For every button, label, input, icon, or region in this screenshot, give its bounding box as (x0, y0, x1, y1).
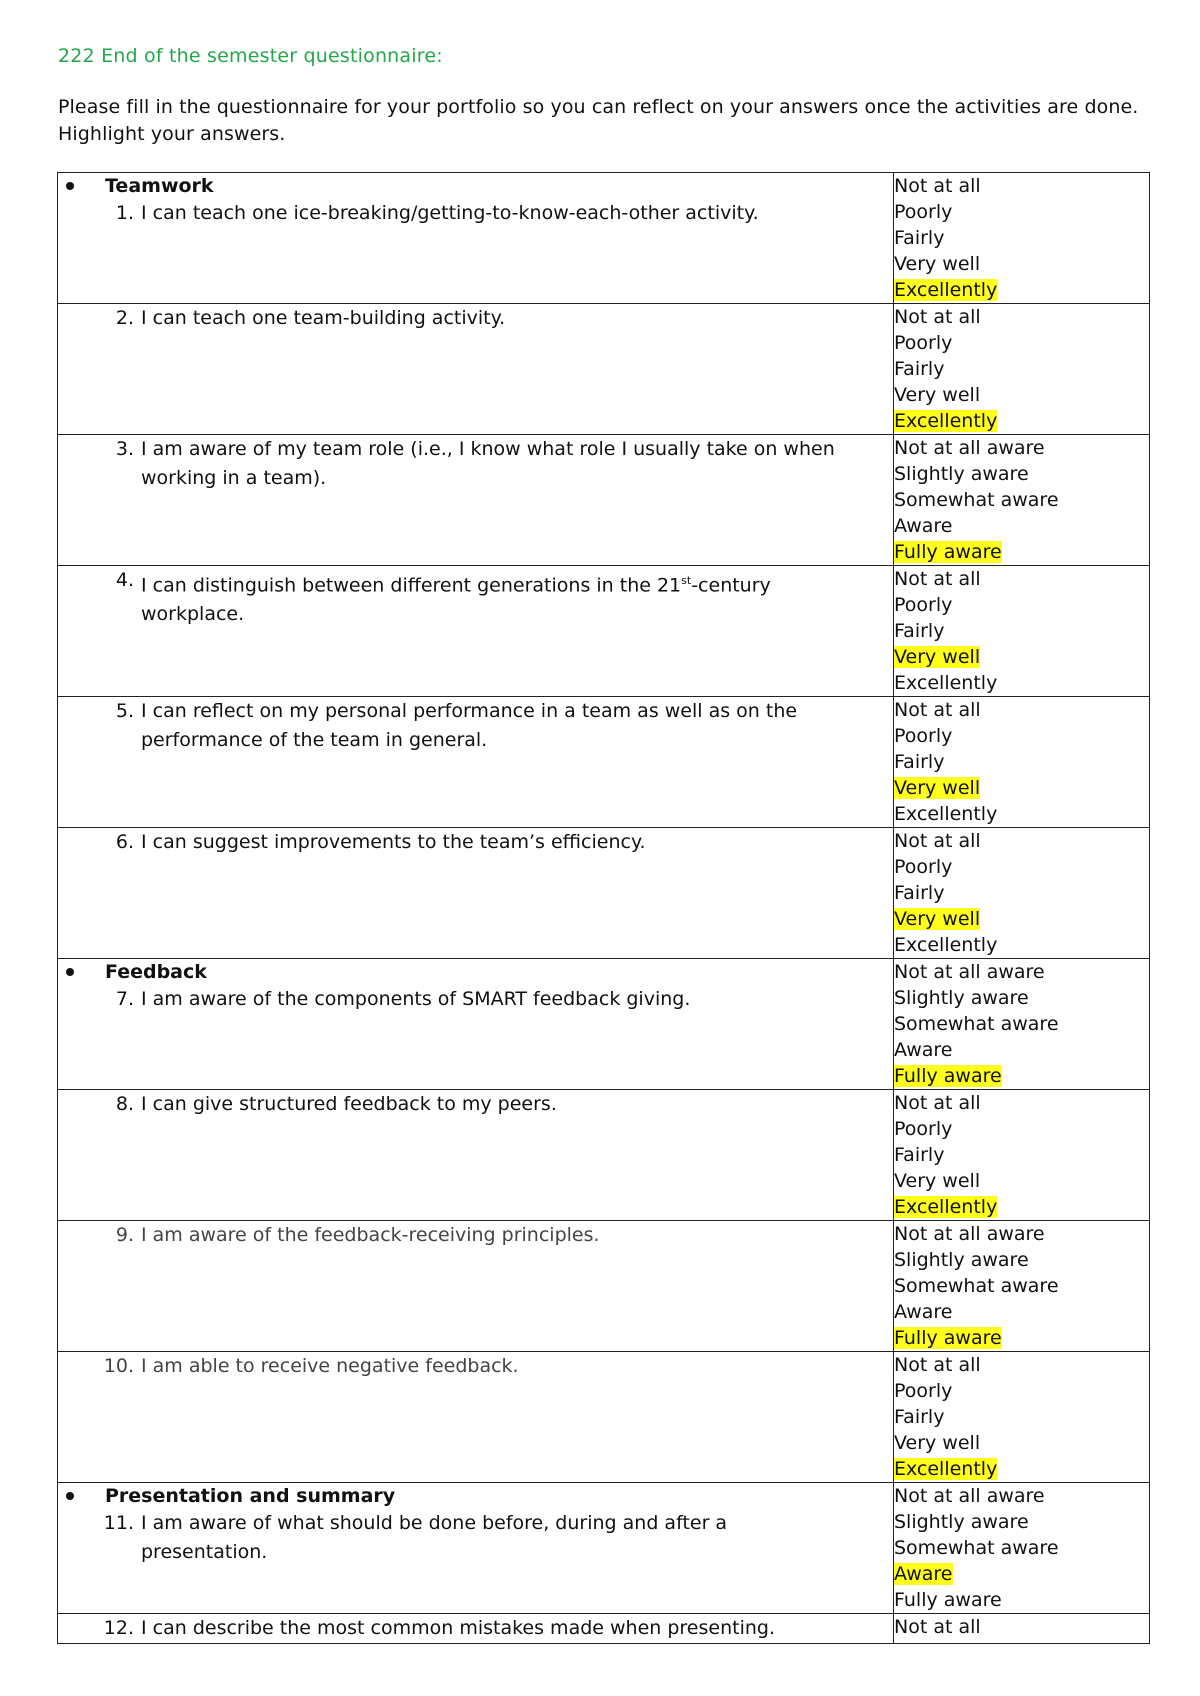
answer-option-selected[interactable] (894, 644, 1149, 670)
answer-option-label: Not at all (894, 306, 981, 328)
question-row (58, 828, 1150, 959)
answer-options (894, 1483, 1150, 1614)
question-number: 1. (115, 202, 134, 224)
answer-options (894, 828, 1150, 959)
question-cell (58, 1614, 894, 1644)
answer-option[interactable] (894, 1614, 1149, 1640)
answer-option-label: Very well (894, 908, 981, 930)
answer-option-label: Excellently (894, 279, 998, 301)
answer-option[interactable] (894, 199, 1149, 225)
answer-option-label: Poorly (894, 332, 953, 354)
answer-option-label: Not at all (894, 568, 981, 590)
answer-option[interactable] (894, 330, 1149, 356)
question-row (58, 1614, 1150, 1644)
answer-option-label: Somewhat aware (894, 489, 1059, 511)
answer-option[interactable] (894, 618, 1149, 644)
answer-option-label: Very well (894, 1170, 981, 1192)
answer-option-label: Fully aware (894, 1065, 1002, 1087)
answer-option[interactable] (894, 225, 1149, 251)
question-cell (58, 1221, 894, 1352)
answer-option[interactable] (894, 854, 1149, 880)
answer-option[interactable] (894, 932, 1149, 958)
answer-options (894, 1352, 1150, 1483)
answer-option[interactable] (894, 1221, 1149, 1247)
answer-option-label: Fairly (894, 1406, 945, 1428)
question-line (58, 1614, 893, 1643)
answer-option-label: Poorly (894, 594, 953, 616)
answer-option-selected[interactable] (894, 906, 1149, 932)
question-number: 12. (103, 1617, 134, 1639)
answer-option[interactable] (894, 435, 1149, 461)
answer-option-label: Not at all (894, 175, 981, 197)
section-title: Feedback (105, 961, 207, 983)
answer-option-selected[interactable] (894, 1325, 1149, 1351)
question-line (58, 985, 893, 1014)
section-heading (58, 1483, 893, 1509)
answer-option[interactable] (894, 959, 1149, 985)
section-heading (58, 173, 893, 199)
question-row (58, 697, 1150, 828)
answer-option-label: Aware (894, 1563, 953, 1585)
question-cell (58, 173, 894, 304)
question-line (58, 1090, 893, 1119)
question-cell (58, 566, 894, 697)
answer-option-label: Excellently (894, 803, 998, 825)
answer-option[interactable] (894, 1090, 1149, 1116)
answer-option-label: Aware (894, 1039, 953, 1061)
question-text: I can reflect on my personal performance in a team as well as on the performance of the team in general. (141, 700, 798, 751)
answer-options (894, 304, 1150, 435)
bullet-icon (66, 968, 74, 976)
question-text: I am aware of the feedback-receiving principles. (141, 1224, 600, 1246)
answer-option-label: Poorly (894, 1380, 953, 1402)
answer-option[interactable] (894, 513, 1149, 539)
answer-options (894, 173, 1150, 304)
answer-option-label: Fairly (894, 227, 945, 249)
question-row (58, 304, 1150, 435)
question-number: 4. (115, 569, 134, 591)
intro-text: Please fill in the questionnaire for your portfolio so you can reflect on your answers once the activities are done. Highlight your answers. (58, 96, 1139, 145)
answer-option-label: Not at all (894, 699, 981, 721)
answer-option[interactable] (894, 173, 1149, 199)
question-line (58, 1352, 893, 1381)
section-title: Presentation and summary (105, 1485, 396, 1507)
answer-option[interactable] (894, 1378, 1149, 1404)
question-cell (58, 1090, 894, 1221)
question-row (58, 959, 1150, 1090)
answer-option-label: Not at all (894, 1354, 981, 1376)
question-cell (58, 959, 894, 1090)
answer-options (894, 1090, 1150, 1221)
answer-option[interactable] (894, 461, 1149, 487)
answer-option[interactable] (894, 1273, 1149, 1299)
question-row (58, 1221, 1150, 1352)
answer-option[interactable] (894, 985, 1149, 1011)
answer-options (894, 1221, 1150, 1352)
answer-options (894, 959, 1150, 1090)
answer-option-label: Somewhat aware (894, 1013, 1059, 1035)
answer-option-label: Aware (894, 515, 953, 537)
question-number: 6. (115, 831, 134, 853)
question-line (58, 199, 893, 228)
answer-option[interactable] (894, 801, 1149, 827)
question-text: I can describe the most common mistakes made when presenting. (141, 1617, 775, 1639)
question-cell (58, 1483, 894, 1614)
question-row (58, 435, 1150, 566)
answer-option[interactable] (894, 382, 1149, 408)
answer-option-selected[interactable] (894, 539, 1149, 565)
page-title: 222 End of the semester questionnaire: (58, 45, 443, 67)
answer-option-label: Not at all aware (894, 437, 1045, 459)
answer-options (894, 697, 1150, 828)
answer-option-label: Somewhat aware (894, 1275, 1059, 1297)
answer-option[interactable] (894, 592, 1149, 618)
question-text: I am aware of my team role (i.e., I know what role I usually take on when working in a team). (141, 438, 835, 489)
question-row (58, 1090, 1150, 1221)
question-number: 8. (115, 1093, 134, 1115)
question-line (58, 828, 893, 857)
questionnaire-table (57, 172, 1150, 1644)
answer-option[interactable] (894, 1430, 1149, 1456)
answer-option-label: Very well (894, 253, 981, 275)
answer-option-selected[interactable] (894, 1063, 1149, 1089)
answer-option-selected[interactable] (894, 277, 1149, 303)
answer-option[interactable] (894, 1404, 1149, 1430)
section-title: Teamwork (105, 175, 214, 197)
question-row (58, 1352, 1150, 1483)
answer-option-selected[interactable] (894, 408, 1149, 434)
answer-option[interactable] (894, 828, 1149, 854)
answer-option-label: Poorly (894, 725, 953, 747)
answer-option-label: Not at all aware (894, 1223, 1045, 1245)
answer-option-label: Very well (894, 777, 981, 799)
answer-option-label: Very well (894, 384, 981, 406)
answer-option[interactable] (894, 1535, 1149, 1561)
answer-option-label: Fairly (894, 882, 945, 904)
question-number: 9. (115, 1224, 134, 1246)
bullet-icon (66, 182, 74, 190)
answer-option[interactable] (894, 1116, 1149, 1142)
answer-option-label: Fully aware (894, 1327, 1002, 1349)
answer-option[interactable] (894, 487, 1149, 513)
question-text: I am aware of the components of SMART feedback giving. (141, 988, 691, 1010)
answer-option[interactable] (894, 723, 1149, 749)
question-number: 3. (115, 438, 134, 460)
question-text: I can suggest improvements to the team’s efficiency. (141, 831, 646, 853)
answer-option-label: Excellently (894, 410, 998, 432)
answer-option-label: Excellently (894, 934, 998, 956)
bullet-icon (66, 1492, 74, 1500)
question-text: I am aware of what should be done before, during and after a presentation. (141, 1512, 728, 1563)
question-number: 10. (103, 1355, 134, 1377)
question-row (58, 1483, 1150, 1614)
answer-option-label: Excellently (894, 672, 998, 694)
answer-option[interactable] (894, 304, 1149, 330)
answer-option[interactable] (894, 1587, 1149, 1613)
question-text: I can teach one team-building activity. (141, 307, 506, 329)
answer-option-selected[interactable] (894, 1194, 1149, 1220)
answer-option-label: Fully aware (894, 1589, 1002, 1611)
answer-option-label: Slightly aware (894, 463, 1029, 485)
answer-option-label: Poorly (894, 1118, 953, 1140)
answer-option-selected[interactable] (894, 775, 1149, 801)
answer-option[interactable] (894, 749, 1149, 775)
question-text: I am able to receive negative feedback. (141, 1355, 519, 1377)
answer-option-label: Slightly aware (894, 1249, 1029, 1271)
answer-option[interactable] (894, 1037, 1149, 1063)
answer-option-label: Somewhat aware (894, 1537, 1059, 1559)
answer-option-label: Fairly (894, 1144, 945, 1166)
answer-option-label: Not at all (894, 1616, 981, 1638)
answer-option-label: Not at all (894, 1092, 981, 1114)
question-text: I can give structured feedback to my peers. (141, 1093, 557, 1115)
question-number: 5. (115, 700, 134, 722)
answer-option-label: Fairly (894, 751, 945, 773)
answer-option-label: Aware (894, 1301, 953, 1323)
answer-option[interactable] (894, 697, 1149, 723)
answer-options (894, 435, 1150, 566)
answer-option-label: Fairly (894, 358, 945, 380)
answer-option-label: Slightly aware (894, 1511, 1029, 1533)
answer-option-label: Slightly aware (894, 987, 1029, 1009)
answer-options (894, 566, 1150, 697)
answer-option-label: Fully aware (894, 541, 1002, 563)
section-heading (58, 959, 893, 985)
question-cell (58, 1352, 894, 1483)
answer-option[interactable] (894, 1299, 1149, 1325)
answer-options (894, 1614, 1150, 1644)
answer-option[interactable] (894, 1352, 1149, 1378)
answer-option-label: Not at all (894, 830, 981, 852)
answer-option[interactable] (894, 251, 1149, 277)
question-row (58, 566, 1150, 697)
answer-option-label: Very well (894, 1432, 981, 1454)
question-line (58, 435, 893, 493)
answer-option[interactable] (894, 880, 1149, 906)
question-line (58, 697, 893, 755)
question-cell (58, 828, 894, 959)
question-cell (58, 435, 894, 566)
answer-option-label: Excellently (894, 1458, 998, 1480)
answer-option-selected[interactable] (894, 1456, 1149, 1482)
question-line (58, 566, 893, 629)
answer-option-label: Poorly (894, 201, 953, 223)
answer-option-label: Fairly (894, 620, 945, 642)
question-line (58, 1509, 893, 1567)
question-number: 2. (115, 307, 134, 329)
answer-option-label: Not at all aware (894, 961, 1045, 983)
question-number: 11. (103, 1512, 134, 1534)
answer-option[interactable] (894, 1011, 1149, 1037)
question-text: I can distinguish between different generations in the 21st-century workplace. (141, 574, 771, 626)
answer-option[interactable] (894, 1168, 1149, 1194)
question-line (58, 1221, 893, 1250)
questionnaire-body (58, 173, 1150, 1644)
answer-option-label: Not at all aware (894, 1485, 1045, 1507)
answer-option[interactable] (894, 356, 1149, 382)
answer-option[interactable] (894, 1247, 1149, 1273)
answer-option[interactable] (894, 566, 1149, 592)
answer-option-selected[interactable] (894, 1561, 1149, 1587)
question-text: I can teach one ice-breaking/getting-to-know-each-other activity. (141, 202, 759, 224)
question-cell (58, 304, 894, 435)
answer-option-label: Very well (894, 646, 981, 668)
question-line (58, 304, 893, 333)
question-row (58, 173, 1150, 304)
answer-option[interactable] (894, 1509, 1149, 1535)
answer-option[interactable] (894, 670, 1149, 696)
answer-option[interactable] (894, 1142, 1149, 1168)
question-number: 7. (115, 988, 134, 1010)
answer-option[interactable] (894, 1483, 1149, 1509)
question-cell (58, 697, 894, 828)
answer-option-label: Poorly (894, 856, 953, 878)
answer-option-label: Excellently (894, 1196, 998, 1218)
